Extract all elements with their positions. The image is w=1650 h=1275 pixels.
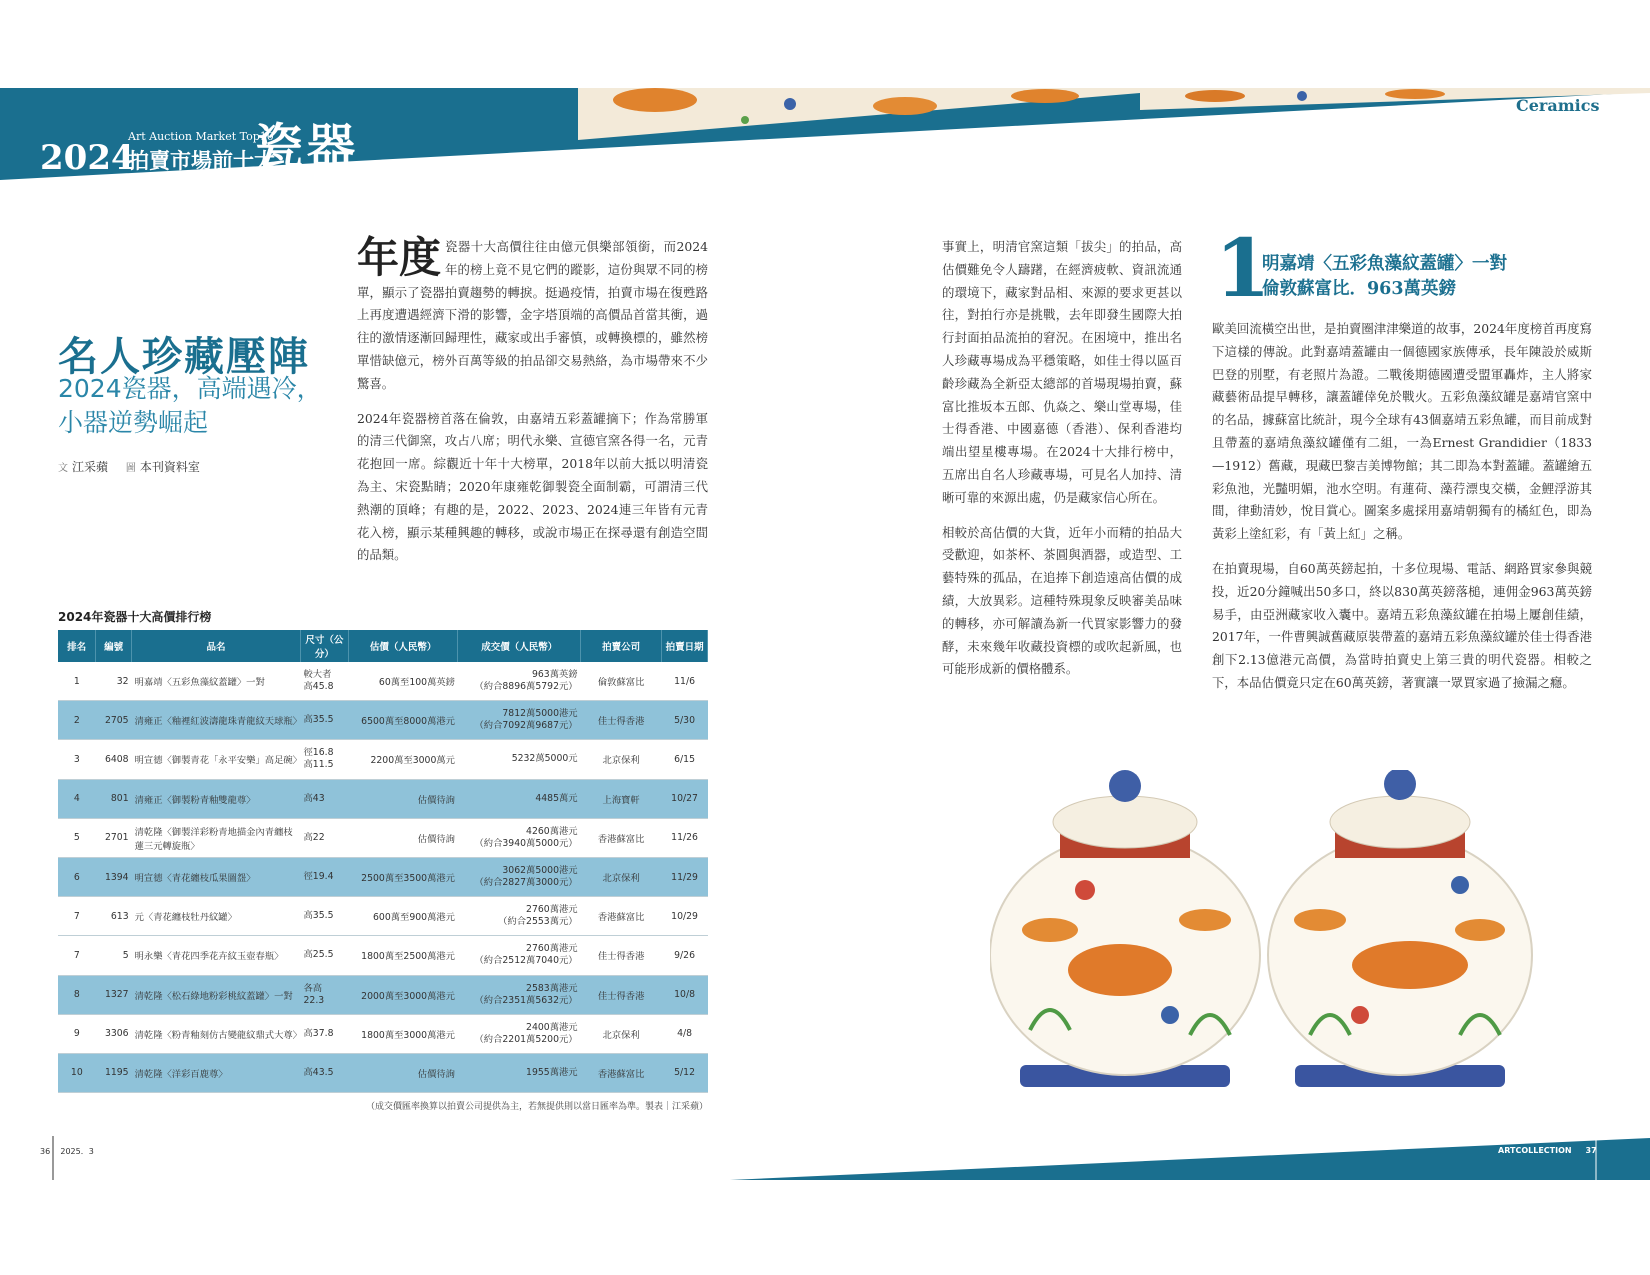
table-note: （成交價匯率換算以拍賣公司提供為主，若無提供則以當日匯率為準。製表｜江采蘋） — [365, 1102, 708, 1112]
cell-estimate: 6500萬至8000萬港元 — [348, 701, 458, 740]
cell-date: 11/6 — [662, 662, 708, 701]
cell-house: 香港蘇富比 — [581, 897, 662, 936]
cell-lot: 1394 — [96, 857, 132, 896]
header-category-en: Ceramics — [1516, 96, 1600, 115]
table-row — [58, 1053, 708, 1092]
cell-lot: 801 — [96, 779, 132, 818]
photo-credit: 本刊資料室 — [139, 460, 200, 474]
cell-date: 11/26 — [662, 818, 708, 857]
jar-right — [1268, 770, 1532, 1087]
table-row — [58, 936, 708, 975]
cell-size: 高43.5 — [300, 1053, 348, 1092]
cell-price: 5232萬5000元 — [458, 740, 581, 779]
byline — [58, 458, 214, 475]
body-paragraph: 相較於高估價的大貨，近年小而精的拍品大受歡迎，如茶杯、茶圓與酒器，或造型、工藝特殊的孤品，在追捧下創造遠高估價的成績，大放異彩。這種特殊現象反映審美品味的轉移，亦可解讀為新一代買家影響力的發酵，未來幾年收藏投資標的或吹起新風，也可能形成新的價格體系。 — [942, 524, 1182, 677]
cell-lot: 3306 — [96, 1014, 132, 1053]
table-row — [58, 662, 708, 701]
cell-estimate: 估價待詢 — [348, 1053, 458, 1092]
cell-house: 香港蘇富比 — [581, 1053, 662, 1092]
cell-rank: 4 — [58, 779, 96, 818]
cell-name: 清乾隆〈粉青釉刻仿古變龍紋鼎式大尊〉 — [132, 1014, 301, 1053]
header-series-zh: 拍賣市場前十大 — [128, 148, 275, 173]
cell-date: 9/26 — [662, 936, 708, 975]
cell-rank: 5 — [58, 818, 96, 857]
cell-size: 各高 22.3 — [300, 975, 348, 1014]
issue-date: 2025．3 — [60, 1147, 94, 1156]
table-row — [58, 1014, 708, 1053]
cell-price: 2583萬港元 （約合2351萬5632元） — [458, 975, 581, 1014]
cell-estimate: 600萬至900萬港元 — [348, 897, 458, 936]
flower-motif-2 — [1297, 91, 1307, 101]
cell-house: 上海寶軒 — [581, 779, 662, 818]
header-series-en: Art Auction Market Top10 — [128, 130, 274, 143]
cell-price: 3062萬5000港元 （約合2827萬3000元） — [458, 857, 581, 896]
cell-name: 元〈青花纏枝牡丹紋罐〉 — [132, 897, 301, 936]
cell-price: 4260萬港元 （約合3940萬5000元） — [458, 818, 581, 857]
cell-size: 徑19.4 — [300, 857, 348, 896]
cell-lot: 5 — [96, 936, 132, 975]
cell-date: 10/27 — [662, 779, 708, 818]
body-column-1 — [357, 233, 708, 579]
cell-size: 高22 — [300, 818, 348, 857]
body-paragraph: 在拍賣現場，自60萬英鎊起拍，十多位現場、電話、網路買家參與競投，近20分鐘喊出50多口，終以830萬英鎊落槌，連佣金963萬英鎊易手，由亞洲藏家收入囊中。嘉靖五彩魚藻紋罐在拍場上屢創佳績，2017年，一件曹興誠舊藏原裝帶蓋的嘉靖五彩魚藻紋罐於佳士得香港創下2.13億港元高價，為當時拍賣史上第三貴的明代瓷器。相較之下，本品估價竟只定在60萬英鎊，著實讓一眾買家過了撿漏之癮。 — [1212, 560, 1592, 690]
cell-name: 清雍正〈釉裡紅波濤龍珠青龍紋天球瓶〉 — [132, 701, 301, 740]
footer-band — [0, 1100, 1650, 1180]
leaf-motif — [741, 116, 749, 124]
table-header-row — [58, 630, 708, 662]
col-header-house: 拍賣公司 — [581, 630, 662, 662]
jar-pair-photo — [990, 770, 1550, 1095]
body-column-3 — [1212, 318, 1592, 707]
cell-price: 4485萬元 — [458, 779, 581, 818]
cell-rank: 2 — [58, 701, 96, 740]
col-header-size: 尺寸（公分） — [300, 630, 348, 662]
ranking-table-title: 2024年瓷器十大高價排行榜 — [58, 610, 212, 624]
cell-name: 清乾隆〈松石綠地粉彩桃紋蓋罐〉一對 — [132, 975, 301, 1014]
cell-estimate: 估價待詢 — [348, 779, 458, 818]
fish-motif-3 — [1011, 89, 1079, 103]
drop-cap: 年度 — [357, 233, 442, 282]
table-row — [58, 975, 708, 1014]
table-row — [58, 818, 708, 857]
jar-left — [990, 770, 1260, 1087]
cell-name: 清乾隆〈洋彩百鹿尊〉 — [132, 1053, 301, 1092]
cell-estimate: 2000萬至3000萬港元 — [348, 975, 458, 1014]
body-paragraph: 2024年瓷器榜首落在倫敦，由嘉靖五彩蓋罐摘下；作為常勝軍的清三代御窯，攻占八席；明代永樂、宣德官窯各得一名，元青花抱回一席。綜觀近十年十大榜單，2018年以前大抵以明清瓷為主、宋瓷點睛；2020年康雍乾御製瓷全面制霸，可謂清三代熱潮的頂峰；有趣的是，2022、2023、2024連三年皆有元青花入榜，顯示某種興趣的轉移，或說市場正在探尋還有創造空間的品類。 — [357, 410, 708, 563]
cell-house: 倫敦蘇富比 — [581, 662, 662, 701]
cell-price: 1955萬港元 — [458, 1053, 581, 1092]
body-paragraph: 歐美回流橫空出世，是拍賣圈津津樂道的故事，2024年度榜首再度寫下這樣的傳說。此對嘉靖蓋罐由一個德國家族傳承，長年陳設於威斯巴登的別墅，有老照片為證。二戰後期德國遭受盟軍轟炸，主人將家藏藝術品提早轉移，讓蓋罐倖免於戰火。五彩魚藻紋罐是嘉靖官窯中的名品，據蘇富比統計，現今全球有43個嘉靖五彩魚罐，而目前成對且帶蓋的嘉靖魚藻紋罐僅有二組，一為Ernest Grandidier（1833—1912）舊藏，現藏巴黎吉美博物館；其二即為本對蓋罐。蓋罐繪五彩魚池，光豔明媚，池水空明。有蓮荷、藻荇漂曳交橫，金鯉浮游其間，律動清妙，悅目賞心。圖案多處採用嘉靖朝獨有的橘紅色，即為黃彩上塗紅彩，有「黃上紅」之稱。 — [1212, 321, 1592, 542]
fish-motif-5 — [1385, 89, 1445, 99]
body-paragraph: 事實上，明清官窯這類「拔尖」的拍品，高估價難免令人躊躇，在經濟疲軟、資訊流通的環境下，藏家對品相、來源的要求更甚以往，對拍行亦是挑戰，去年即發生國際大拍行封面拍品流拍的窘況。在困境中，推出名人珍藏專場成為平穩策略，如佳士得以區百齡珍藏為全新亞太總部的首場現場拍賣，蘇富比推坂本五郎、仇焱之、樂山堂專場，佳士得香港、中國嘉德（香港）、保利香港均端出望星樓專場。在2024十大排行榜中，五席出自名人珍藏專場，可見名人加持、清晰可靠的來源出處，仍是藏家信心所在。 — [942, 239, 1182, 505]
cell-name: 清乾隆〈御製洋彩粉青地描金內青纏枝蓮三元轉旋瓶〉 — [132, 818, 301, 857]
cell-lot: 613 — [96, 897, 132, 936]
col-header-lot: 編號 — [96, 630, 132, 662]
cell-estimate: 2500萬至3500萬港元 — [348, 857, 458, 896]
cell-estimate: 60萬至100萬英鎊 — [348, 662, 458, 701]
section-number: 1 — [1215, 221, 1271, 315]
cell-price: 2400萬港元 （約合2201萬5200元） — [458, 1014, 581, 1053]
folio-left — [40, 1146, 94, 1157]
cell-size: 高43 — [300, 779, 348, 818]
cell-price: 2760萬港元 （約合2512萬7040元） — [458, 936, 581, 975]
col-header-date: 拍賣日期 — [662, 630, 708, 662]
photo-label: 圖 — [125, 463, 136, 474]
cell-name: 明永樂〈青花四季花卉紋玉壺春瓶〉 — [132, 936, 301, 975]
cell-lot: 32 — [96, 662, 132, 701]
col-header-name: 品名 — [132, 630, 301, 662]
cell-rank: 3 — [58, 740, 96, 779]
cell-date: 11/29 — [662, 857, 708, 896]
article-subheadline: 2024瓷器，高端遇冷，小器逆勢崛起 — [58, 374, 322, 437]
fish-motif-1 — [613, 88, 697, 112]
cell-rank: 10 — [58, 1053, 96, 1092]
table-row — [58, 701, 708, 740]
body-paragraph — [357, 233, 708, 396]
cell-date: 4/8 — [662, 1014, 708, 1053]
cell-rank: 6 — [58, 857, 96, 896]
flower-motif-1 — [784, 98, 796, 110]
section-title-line-1: 明嘉靖〈五彩魚藻紋蓋罐〉一對 — [1262, 254, 1507, 274]
cell-date: 10/8 — [662, 975, 708, 1014]
cell-estimate: 2200萬至3000萬元 — [348, 740, 458, 779]
cell-price: 2760萬港元 （約合2553萬元） — [458, 897, 581, 936]
body-paragraph-text: 瓷器十大高價往往由億元俱樂部領銜，而2024年的榜上竟不見它們的蹤影，這份與眾不同的榜單，顯示了瓷器拍賣趨勢的轉捩。挺過疫情，拍賣市場在復甦路上再度遭遇經濟下滑的影響，金字塔頂端的高價品首當其衝，過往的激情逐漸回歸理性，藏家或出手審慎，或轉換標的，雖然榜單惜缺億元，榜外百萬等級的拍品卻交易熱絡，為市場帶來不少驚喜。 — [357, 239, 708, 391]
author-label: 文 — [58, 463, 68, 474]
cell-lot: 1195 — [96, 1053, 132, 1092]
cell-date: 6/15 — [662, 740, 708, 779]
section-title — [1262, 252, 1507, 302]
cell-date: 10/29 — [662, 897, 708, 936]
table-row — [58, 897, 708, 936]
cell-size: 高37.8 — [300, 1014, 348, 1053]
cell-size: 徑16.8 高11.5 — [300, 740, 348, 779]
cell-size: 高35.5 — [300, 897, 348, 936]
cell-rank: 7 — [58, 897, 96, 936]
cell-name: 明宣德〈御製青花「永平安樂」高足碗〉 — [132, 740, 301, 779]
cell-lot: 1327 — [96, 975, 132, 1014]
cell-rank: 7 — [58, 936, 96, 975]
cell-date: 5/30 — [662, 701, 708, 740]
article-headline: 名人珍藏壓陣 — [58, 333, 310, 380]
cell-rank: 9 — [58, 1014, 96, 1053]
magazine-name: ARTCOLLECTION — [1498, 1146, 1572, 1155]
cell-size: 較大者 高45.8 — [300, 662, 348, 701]
table-row — [58, 857, 708, 896]
table-row — [58, 740, 708, 779]
cell-size: 高25.5 — [300, 936, 348, 975]
cell-estimate: 1800萬至3000萬港元 — [348, 1014, 458, 1053]
header-year: 2024 — [40, 138, 135, 178]
header-category-zh: 瓷器 — [255, 119, 360, 175]
folio-right — [1498, 1146, 1597, 1155]
cell-rank: 8 — [58, 975, 96, 1014]
page-number-right: 37 — [1585, 1146, 1597, 1155]
cell-estimate: 1800萬至2500萬港元 — [348, 936, 458, 975]
cell-house: 北京保利 — [581, 1014, 662, 1053]
cell-house: 佳士得香港 — [581, 975, 662, 1014]
cell-lot: 6408 — [96, 740, 132, 779]
cell-name: 清雍正〈御製粉青釉雙龍尊〉 — [132, 779, 301, 818]
cell-house: 北京保利 — [581, 740, 662, 779]
section-title-line-2: 倫敦蘇富比．963萬英鎊 — [1262, 279, 1457, 299]
cell-house: 佳士得香港 — [581, 936, 662, 975]
body-column-2 — [942, 236, 1182, 693]
fish-motif-2 — [873, 97, 937, 115]
cell-date: 5/12 — [662, 1053, 708, 1092]
cell-price: 7812萬5000港元 （約合7092萬9687元） — [458, 701, 581, 740]
author-name: 江采蘋 — [72, 460, 109, 474]
cell-size: 高35.5 — [300, 701, 348, 740]
cell-house: 北京保利 — [581, 857, 662, 896]
cell-house: 佳士得香港 — [581, 701, 662, 740]
cell-estimate: 估價待詢 — [348, 818, 458, 857]
col-header-rank: 排名 — [58, 630, 96, 662]
cell-name: 明嘉靖〈五彩魚藻紋蓋罐〉一對 — [132, 662, 301, 701]
fish-motif-4 — [1185, 90, 1245, 102]
cell-lot: 2705 — [96, 701, 132, 740]
col-header-estimate: 估價（人民幣） — [348, 630, 458, 662]
cell-lot: 2701 — [96, 818, 132, 857]
ranking-table — [58, 630, 708, 1093]
col-header-price: 成交價（人民幣） — [458, 630, 581, 662]
cell-rank: 1 — [58, 662, 96, 701]
cell-house: 香港蘇富比 — [581, 818, 662, 857]
table-row — [58, 779, 708, 818]
cell-price: 963萬英鎊 （約合8896萬5792元） — [458, 662, 581, 701]
cell-name: 明宣德〈青花纏枝瓜果圖盌〉 — [132, 857, 301, 896]
page-number-left: 36 — [40, 1147, 51, 1156]
